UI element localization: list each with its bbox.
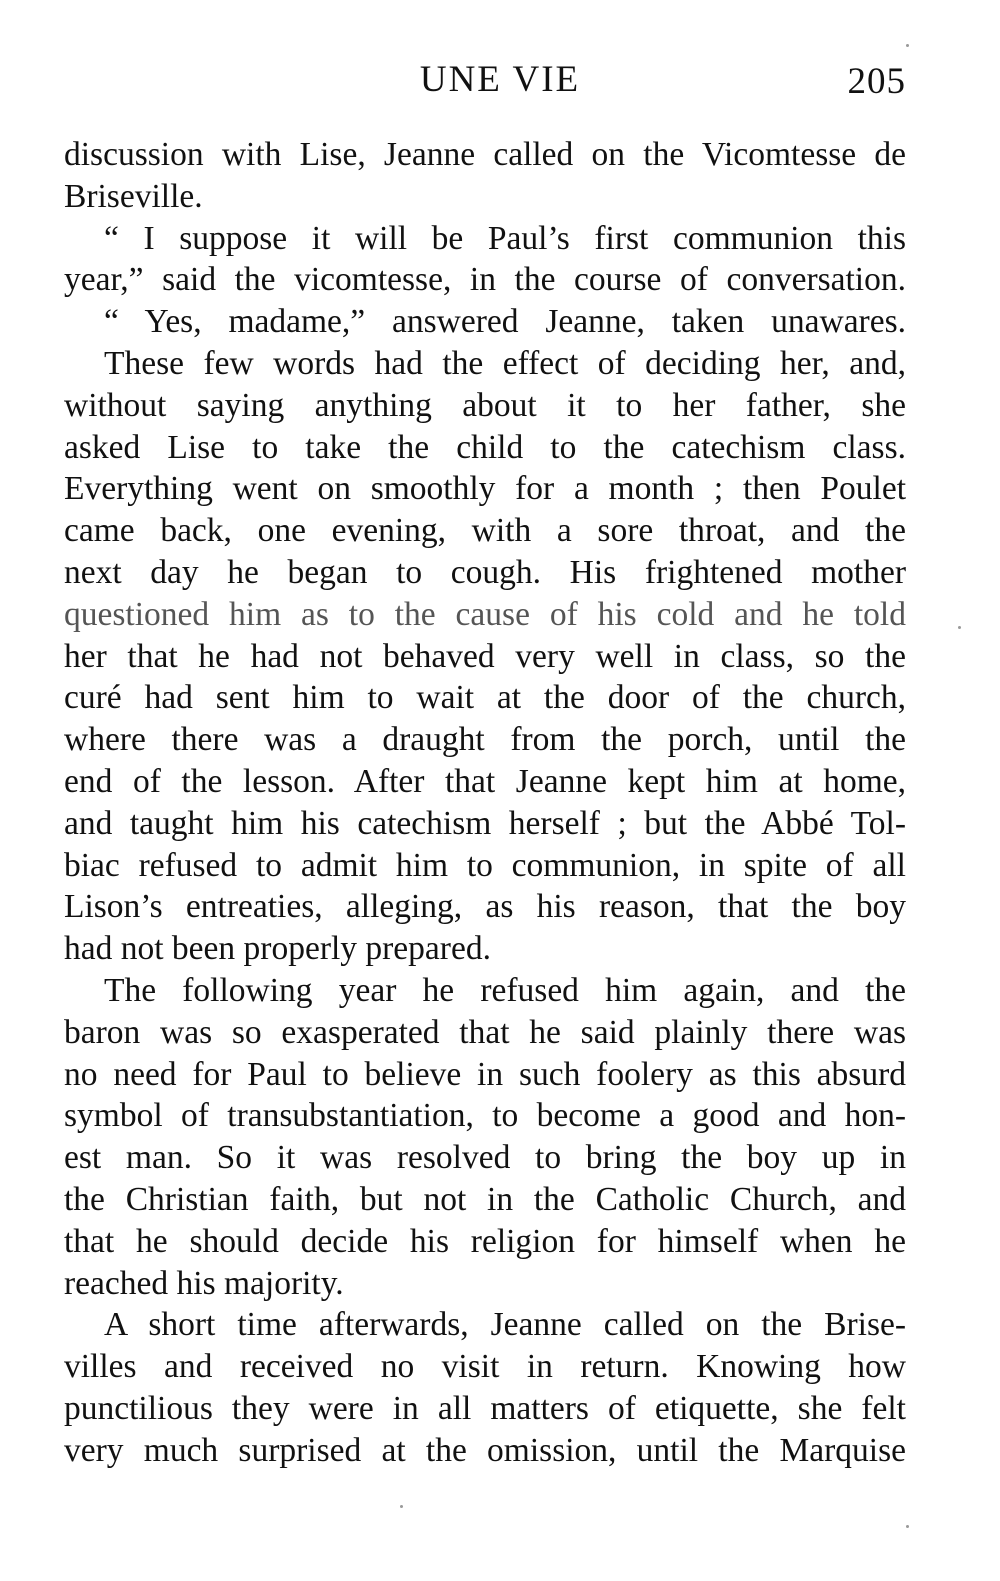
text-line: questioned him as to the cause of his cold and he told: [64, 595, 906, 633]
text-line: reached his majority.: [64, 1264, 344, 1302]
page-number: 205: [847, 61, 906, 102]
paper-speck: [906, 44, 909, 47]
text-line: Briseville.: [64, 177, 203, 215]
text-line: est man. So it was resolved to bring the boy up in: [64, 1139, 906, 1177]
text-line: came back, one evening, with a sore throat, and the: [64, 512, 906, 550]
text-line: curé had sent him to wait at the door of the church,: [64, 679, 906, 717]
text-line: and taught him his catechism herself ; but the Abbé Tol-: [64, 804, 906, 842]
text-line: asked Lise to take the child to the catechism class.: [64, 428, 906, 466]
text-line: discussion with Lise, Jeanne called on the Vicomtesse de: [64, 136, 906, 173]
text-line: no need for Paul to believe in such foolery as this absurd: [64, 1055, 906, 1093]
text-line: had not been properly prepared.: [64, 930, 491, 968]
text-line: next day he began to cough. His frightened mother: [64, 553, 906, 591]
text-line: “ Yes, madame,” answered Jeanne, taken unawares.: [104, 303, 906, 341]
paper-speck: [958, 626, 961, 629]
text-line: “ I suppose it will be Paul’s first communion this: [104, 219, 906, 257]
text-line: end of the lesson. After that Jeanne kept him at home,: [64, 762, 906, 800]
paper-speck: [906, 1525, 909, 1528]
paper-speck: [400, 1505, 403, 1508]
body-text: [64, 134, 906, 1472]
running-title: UNE VIE: [419, 59, 581, 100]
text-line: biac refused to admit him to communion, in spite of all: [64, 846, 906, 884]
text-line: the Christian faith, but not in the Catholic Church, and: [64, 1180, 906, 1218]
text-line: that he should decide his religion for himself when he: [64, 1222, 906, 1260]
text-line: punctilious they were in all matters of etiquette, she felt: [64, 1389, 906, 1427]
text-line: baron was so exasperated that he said plainly there was: [64, 1013, 906, 1051]
text-line: very much surprised at the omission, until the Marquise: [64, 1431, 906, 1469]
text-line: without saying anything about it to her father, she: [64, 386, 906, 424]
text-line: Lison’s entreaties, alleging, as his reason, that the boy: [64, 888, 906, 926]
text-line: symbol of transubstantiation, to become a good and hon-: [64, 1097, 906, 1135]
text-line: her that he had not behaved very well in class, so the: [64, 637, 906, 675]
text-line: These few words had the effect of deciding her, and,: [104, 344, 906, 382]
text-line: The following year he refused him again, and the: [104, 971, 906, 1009]
text-line: Everything went on smoothly for a month ; then Poulet: [64, 470, 906, 508]
text-line: A short time afterwards, Jeanne called on the Brise-: [104, 1306, 906, 1344]
text-line: where there was a draught from the porch, until the: [64, 721, 906, 759]
text-line: villes and received no visit in return. Knowing how: [64, 1348, 906, 1386]
text-line: year,” said the vicomtesse, in the course of conversation.: [64, 261, 906, 299]
